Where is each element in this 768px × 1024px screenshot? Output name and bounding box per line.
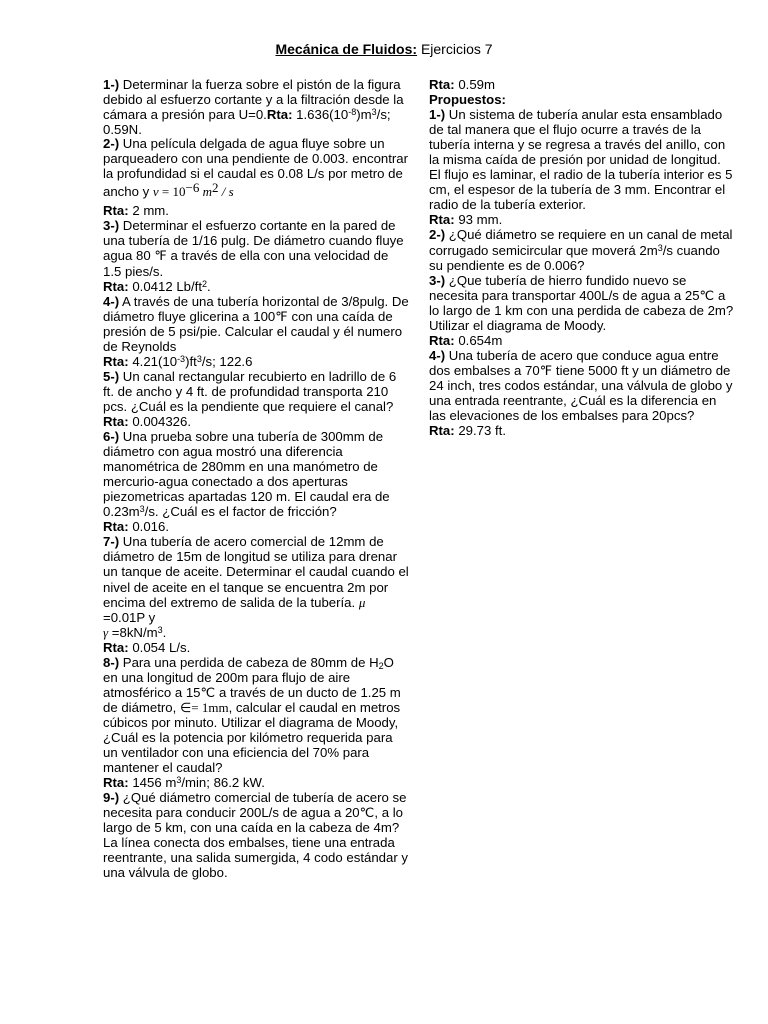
exercise-text: =0.01P y (103, 609, 156, 625)
right-column (429, 77, 735, 438)
page-title (0, 40, 768, 58)
answer-value: . (207, 278, 211, 294)
answer-value: )m (356, 107, 372, 123)
answer-label: Rta: (103, 519, 129, 535)
exercise-9 (103, 790, 409, 880)
answer-value: 1456 m (128, 775, 177, 791)
proposed-2 (429, 227, 735, 272)
exercise-text: . (162, 624, 167, 640)
exercise-text: Un sistema de tubería anular esta ensamblado de tal manera que el flujo ocurre a través de la tubería interna y se regresa a través del anillo, con la misma caída de presión por unidad de longitud. El flujo es laminar, el radio de la tubería interior es 5 cm, el espesor de la tubería de 3 mm. Encontrar el radio de la tubería exterior. (429, 107, 733, 213)
subscript: 2 (378, 660, 384, 671)
answer-value: 29.73 ft. (454, 423, 506, 439)
exercise-text: Determinar la fuerza sobre el pistón de la figura debido al esfuerzo cortante y a la filtración desde la cámara a presión para U=0. (103, 77, 404, 123)
answer-value: 0.654m (454, 332, 503, 348)
exercise-7 (103, 534, 409, 654)
exercise-number: 3-) (429, 272, 446, 288)
answer-value: 2 mm. (128, 203, 169, 219)
formula-exponent: −6 (185, 180, 200, 196)
answer-value: 0.59m (454, 77, 495, 92)
answer-value: /min; 86.2 kW. (181, 775, 265, 791)
answer-value: 1.636(10 (292, 107, 349, 123)
mu-symbol: μ (358, 594, 366, 610)
answer-exponent: 2 (201, 278, 207, 289)
formula-unit: m (199, 184, 212, 200)
exercise-5 (103, 369, 409, 429)
exercise-number: 2-) (103, 136, 120, 152)
proposed-1 (429, 107, 735, 227)
exercise-1 (103, 77, 409, 137)
answer-exponent: 3 (196, 353, 202, 364)
exercise-text: Una película delgada de agua fluye sobre un parqueadero con una pendiente de 0.003. encontrar la profundidad si el caudal es 0.08 L/s por metro de ancho y (103, 136, 409, 200)
answer-label: Rta: (103, 353, 129, 369)
exercise-9-answer (429, 77, 735, 92)
exercise-text: O en una longitud de 200m para flujo de aire atmosférico a 15℃ a través de un ducto de 1.25 m de diámetro, (103, 654, 401, 715)
answer-exponent: -8 (348, 107, 357, 118)
nu-symbol: ν (152, 184, 159, 200)
exercise-text: Para una perdida de cabeza de 80mm de H (119, 654, 379, 670)
exercise-number: 5-) (103, 368, 120, 384)
answer-value: )ft (185, 353, 197, 369)
exercise-text: Una tubería de acero que conduce agua entre dos embalses a 70℉ tiene 5000 ft y un diámetro de 24 inch, tres codos estándar, una válvula de globo y una entrada reentrante, ¿Cuál es la diferencia en las elevaciones de los embalses para 20pcs? (429, 347, 733, 424)
epsilon-symbol: ∈ (179, 699, 192, 715)
exercise-number: 9-) (103, 790, 120, 806)
exercise-text: ¿Qué diámetro comercial de tubería de acero se necesita para conducir 200L/s de agua a 20℃, a lo largo de 5 km, con una caída en la cabeza de 4m? La línea conecta dos embalses, tiene una entrada reentrante, una salida sumergida, 4 codo estándar y una válvula de globo. (103, 790, 408, 881)
formula-text: = 10 (158, 184, 186, 200)
answer-value: /s; 122.6 (201, 353, 253, 369)
exercise-number: 4-) (429, 347, 446, 363)
exercise-number: 3-) (103, 218, 120, 234)
exercise-6 (103, 429, 409, 534)
answer-label: Rta: (103, 203, 129, 219)
exercise-text: ¿Que tubería de hierro fundido nuevo se necesita para transportar 400L/s de agua a 25℃ a lo largo de 1 km con una perdida de cabeza de 2m? Utilizar el diagrama de Moody. (429, 272, 734, 333)
exercise-8 (103, 655, 409, 790)
exponent: 3 (139, 504, 145, 515)
answer-label: Rta: (103, 775, 129, 791)
exercise-number: 4-) (103, 293, 120, 309)
viscosity-formula (153, 181, 234, 203)
answer-label: Rta: (103, 413, 129, 429)
exercise-2 (103, 136, 409, 218)
answer-label: Rta: (429, 212, 455, 228)
answer-value: 4.21(10 (128, 353, 178, 369)
roughness-value: = 1mm (191, 699, 229, 715)
exponent: 3 (157, 624, 163, 635)
proposed-4 (429, 348, 735, 438)
exercise-number: 7-) (103, 534, 120, 550)
title-subtitle: Ejercicios 7 (417, 41, 493, 57)
exercise-4 (103, 294, 409, 369)
answer-label: Rta: (429, 423, 455, 439)
exercise-text: =8kN/m (108, 624, 158, 640)
exercise-3 (103, 218, 409, 293)
answer-value: 0.016. (128, 519, 169, 535)
exercise-number: 2-) (429, 227, 446, 243)
exercise-text: /s. ¿Cuál es el factor de fricción? (144, 504, 337, 520)
answer-label: Rta: (103, 639, 129, 655)
answer-value: 0.054 L/s. (128, 639, 191, 655)
section-heading-propuestos: Propuestos: (429, 92, 506, 108)
exercise-text: , calcular el caudal en metros cúbicos por minuto. Utilizar el diagrama de Moody, ¿Cuál es la potencia por kilómetro requerida para un ventilador con una eficiencia del 70% para mantener el caudal? (103, 699, 401, 776)
exponent: 3 (657, 242, 663, 253)
exercise-number: 8-) (103, 654, 120, 670)
exercise-text: Un canal rectangular recubierto en ladrillo de 6 ft. de ancho y 4 ft. de profundidad transporta 210 pcs. ¿Cuál es la pendiente que requiere el canal? (103, 368, 397, 414)
formula-exponent: 2 (211, 180, 219, 196)
exercise-text: Una prueba sobre una tubería de 300mm de diámetro con agua mostró una diferencia manométrica de 280mm en una manómetro de mercurio-agua conectado a dos aperturas piezometricas apartadas 120 m. El caudal era de 0.23m (103, 429, 390, 520)
exercise-text: /s cuando su pendiente es de 0.006? (429, 242, 720, 273)
answer-exponent: -3 (177, 353, 186, 364)
exercise-number: 1-) (429, 107, 446, 123)
answer-value: /s; 0.59N. (103, 107, 391, 138)
title-course: Mecánica de Fluidos: (275, 41, 418, 57)
exercise-number: 1-) (103, 77, 120, 92)
answer-value: 93 mm. (454, 212, 503, 228)
answer-label: Rta: (429, 332, 455, 348)
answer-label: Rta: (429, 77, 455, 92)
answer-value: 0.0412 Lb/ft (128, 278, 202, 294)
exercise-text: Determinar el esfuerzo cortante en la pared de una tubería de 1/16 pulg. De diámetro cuando fluye agua 80 ℉ a través de ella con una velocidad de 1.5 pies/s. (103, 218, 404, 279)
exercise-text: Una tubería de acero comercial de 12mm de diámetro de 15m de longitud se utiliza para drenar un tanque de aceite. Determinar el caudal cuando el nivel de aceite en el tanque se encuentra 2m por encima del extremo de salida de la tubería. (103, 534, 409, 610)
gamma-symbol: γ (103, 624, 109, 640)
exercise-text: ¿Qué diámetro se requiere en un canal de metal corrugado semicircular que moverá 2m (429, 227, 733, 258)
exercise-text: A través de una tubería horizontal de 3/8pulg. De diámetro fluye glicerina a 100℉ con una caída de presión de 5 psi/pie. Calcular el caudal y él numero de Reynolds (103, 293, 409, 354)
formula-unit: / s (218, 184, 234, 200)
left-column (103, 77, 409, 880)
answer-label: Rta: (103, 278, 129, 294)
answer-value: 0.004326. (128, 413, 191, 429)
answer-exponent: 3 (371, 107, 377, 118)
answer-label: Rta: (266, 107, 293, 123)
proposed-3 (429, 273, 735, 348)
exercise-number: 6-) (103, 429, 120, 445)
answer-exponent: 3 (176, 775, 182, 786)
